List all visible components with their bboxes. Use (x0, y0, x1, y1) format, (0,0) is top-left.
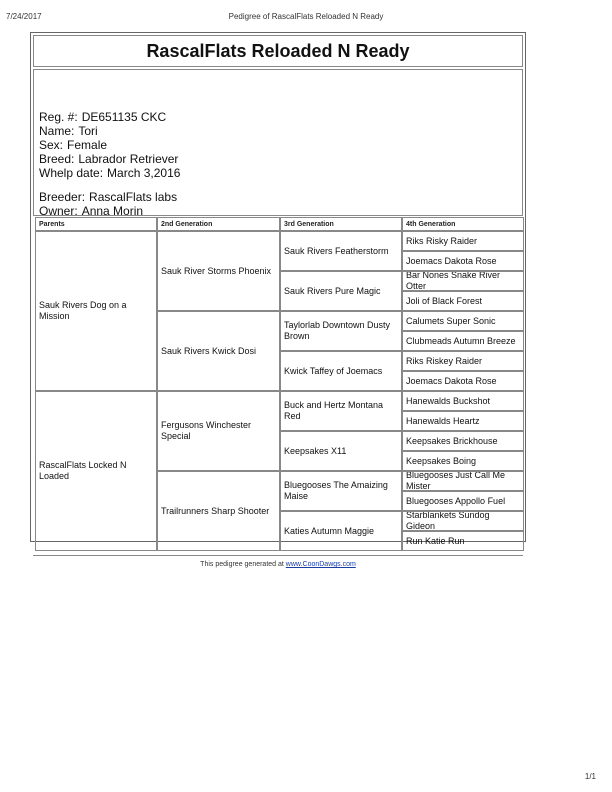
gen2-cell: Sauk River Storms Phoenix (157, 231, 280, 311)
reg-line: Reg. #: DE651135 CKC (39, 110, 167, 124)
print-title: Pedigree of RascalFlats Reloaded N Ready (228, 12, 384, 21)
parent-cell: RascalFlats Locked N Loaded (35, 391, 157, 551)
gen4-cell: Hanewalds Heartz (402, 411, 524, 431)
footer (33, 558, 523, 572)
gen4-cell: Riks Risky Raider (402, 231, 524, 251)
gen4-cell: Hanewalds Buckshot (402, 391, 524, 411)
breeder-line: Breeder: RascalFlats labs (39, 190, 178, 204)
gen4-cell: Bar Nones Snake River Otter (402, 271, 524, 291)
page-number: 1/1 (584, 772, 596, 781)
sex-line: Sex: Female (39, 138, 108, 152)
gen3-cell: Bluegooses The Amaizing Maise (280, 471, 402, 511)
gen4-cell: Calumets Super Sonic (402, 311, 524, 331)
gen4-cell: Bluegooses Appollo Fuel (402, 491, 524, 511)
owner-line: Owner: Anna Morin (39, 204, 144, 218)
gen4-cell: Riks Riskey Raider (402, 351, 524, 371)
gen4-cell: Run Katie Run (402, 531, 524, 551)
gen2-cell: Sauk Rivers Kwick Dosi (157, 311, 280, 391)
owner-value: Anna Morin (81, 204, 144, 218)
reg-value: DE651135 CKC (81, 110, 167, 124)
print-date: 7/24/2017 (6, 12, 42, 21)
footer-link[interactable]: www.CoonDawgs.com (285, 561, 356, 568)
breed-value: Labrador Retriever (78, 152, 179, 166)
gen3-cell: Kwick Taffey of Joemacs (280, 351, 402, 391)
gen4-cell: Joli of Black Forest (402, 291, 524, 311)
breeder-value: RascalFlats labs (89, 190, 178, 204)
pedigree-title: RascalFlats Reloaded N Ready (33, 35, 523, 67)
col-header-gen3: 3rd Generation (280, 217, 402, 231)
gen3-cell: Buck and Hertz Montana Red (280, 391, 402, 431)
col-header-gen2: 2nd Generation (157, 217, 280, 231)
whelp-line: Whelp date: March 3,2016 (39, 166, 181, 180)
gen4-cell: Starblankets Sundog Gideon (402, 511, 524, 531)
gen4-cell: Clubmeads Autumn Breeze (402, 331, 524, 351)
gen2-cell: Fergusons Winchester Special (157, 391, 280, 471)
gen4-cell: Joemacs Dakota Rose (402, 371, 524, 391)
gen3-cell: Sauk Rivers Pure Magic (280, 271, 402, 311)
gen3-cell: Taylorlab Downtown Dusty Brown (280, 311, 402, 351)
gen3-cell: Sauk Rivers Featherstorm (280, 231, 402, 271)
gen3-cell: Katies Autumn Maggie (280, 511, 402, 551)
breed-line: Breed: Labrador Retriever (39, 152, 179, 166)
footer-divider (33, 555, 523, 556)
col-header-parents: Parents (35, 217, 157, 231)
gen4-cell: Joemacs Dakota Rose (402, 251, 524, 271)
name-value: Tori (78, 124, 98, 138)
gen2-cell: Trailrunners Sharp Shooter (157, 471, 280, 551)
sex-value: Female (67, 138, 108, 152)
gen4-cell: Keepsakes Brickhouse (402, 431, 524, 451)
parent-cell: Sauk Rivers Dog on a Mission (35, 231, 157, 391)
gen3-cell: Keepsakes X11 (280, 431, 402, 471)
footer-text: This pedigree generated at (200, 561, 284, 568)
dog-info (33, 69, 523, 216)
name-line: Name: Tori (39, 124, 98, 138)
gen4-cell: Keepsakes Boing (402, 451, 524, 471)
whelp-value: March 3,2016 (107, 166, 181, 180)
gen4-cell: Bluegooses Just Call Me Mister (402, 471, 524, 491)
pedigree-sheet (30, 32, 526, 568)
col-header-gen4: 4th Generation (402, 217, 524, 231)
